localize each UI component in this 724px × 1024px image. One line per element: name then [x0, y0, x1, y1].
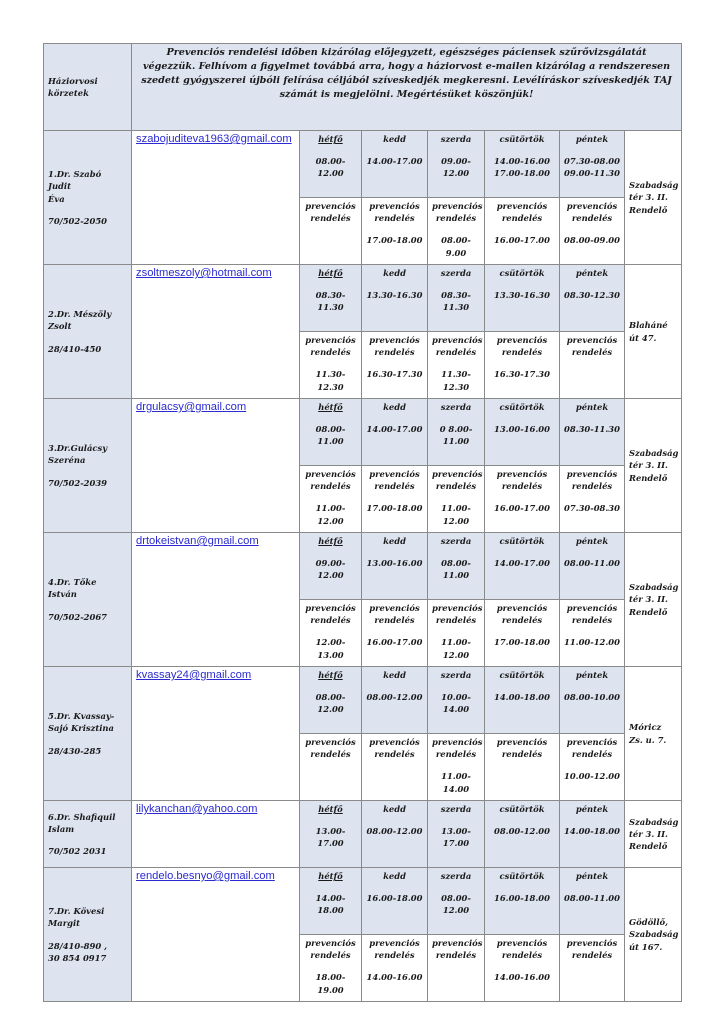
day-label: szerda [440, 804, 472, 814]
office-hours-cell [428, 265, 485, 332]
hours-value: 08.00-12.00 [366, 826, 423, 837]
prevention-label: prevenciós rendelés [369, 938, 420, 961]
hours-value: 08.30- 11.30 [315, 290, 346, 313]
prevention-label: prevenciós rendelés [496, 201, 548, 224]
prevention-label: prevenciós rendelés [369, 201, 420, 224]
header-row [44, 44, 682, 131]
office-hours-cell [485, 868, 560, 935]
hours-value: 13.30-16.30 [494, 290, 550, 301]
day-label: péntek [575, 402, 609, 412]
hours-value: 14.00-18.00 [564, 826, 620, 837]
office-hours-cell [362, 801, 428, 868]
hours-value: 08.00- 11.00 [441, 558, 471, 581]
office-hours-cell [485, 399, 560, 466]
office-hours-cell [560, 801, 625, 868]
prevention-cell [560, 332, 625, 399]
hours-value: 0 8.00- 11.00 [439, 424, 473, 447]
hours-value: 14.00-17.00 [366, 424, 423, 435]
doctor-info [44, 131, 132, 265]
day-label: péntek [575, 536, 609, 546]
office-hours-cell [362, 667, 428, 734]
office-hours-cell [560, 667, 625, 734]
office-hours-cell [428, 399, 485, 466]
hours-value: 13.00- 17.00 [315, 826, 346, 849]
prevention-cell [485, 466, 560, 533]
doctor-phone: 70/502-2050 [48, 215, 107, 226]
prevention-hours: 16.30-17.30 [366, 369, 423, 380]
prevention-label: prevenciós rendelés [566, 737, 618, 760]
prevention-label: prevenciós rendelés [566, 201, 618, 224]
prevention-hours: 11.30- 12.30 [441, 369, 471, 392]
prevention-hours: 11.00- 12.00 [441, 503, 471, 526]
doctor-location: Blaháné út 47. [625, 265, 682, 399]
office-hours-cell [485, 801, 560, 868]
doctor-email-cell [132, 667, 300, 801]
day-label: kedd [383, 670, 406, 680]
prevention-cell [362, 935, 428, 1002]
doctor-email-link[interactable]: zsoltmeszoly@hotmail.com [136, 267, 272, 279]
prevention-cell [428, 466, 485, 533]
prevention-cell [560, 466, 625, 533]
doctor-email-cell [132, 801, 300, 868]
day-label: hétfő [318, 670, 343, 680]
prevention-label: prevenciós rendelés [496, 469, 548, 492]
doctor-location: Szabadság tér 3. II. Rendelő [625, 131, 682, 265]
day-label: kedd [383, 536, 406, 546]
doctor-info [44, 265, 132, 399]
hours-value: 13.00- 17.00 [441, 826, 471, 849]
office-hours-cell [300, 801, 362, 868]
hours-value: 14.00-17.00 [494, 558, 550, 569]
doctor-name: 5.Dr. Kvassay- Sajó Krisztina [48, 711, 115, 734]
day-label: hétfő [318, 134, 343, 144]
day-label: péntek [575, 804, 609, 814]
prevention-hours: 11.00- 12.00 [315, 503, 346, 526]
doctor-info [44, 399, 132, 533]
prevention-label: prevenciós rendelés [369, 737, 420, 760]
prevention-label: prevenciós rendelés [496, 603, 548, 626]
office-hours-cell [300, 667, 362, 734]
prevention-cell [300, 332, 362, 399]
doctor-location: Szabadság tér 3. II. Rendelő [625, 533, 682, 667]
hours-value: 07.30-08.00 09.00-11.30 [564, 156, 620, 179]
prevention-label: prevenciós rendelés [432, 603, 483, 626]
prevention-cell [485, 734, 560, 801]
office-hours-cell [560, 131, 625, 198]
prevention-cell [485, 600, 560, 667]
office-hours-cell [362, 533, 428, 600]
prevention-hours: 11.30- 12.30 [315, 369, 346, 392]
day-label: csütörtök [499, 670, 545, 680]
doctor-name: 1.Dr. Szabó Judit Éva [48, 169, 102, 204]
office-hours-cell [428, 868, 485, 935]
day-label: szerda [440, 670, 472, 680]
day-label: hétfő [318, 402, 343, 412]
hours-value: 08.00-11.00 [564, 893, 620, 904]
doctor-email-link[interactable]: drtokeistvan@gmail.com [136, 535, 259, 547]
prevention-label: prevenciós rendelés [496, 335, 548, 358]
doctor-info [44, 868, 132, 1002]
prevention-cell [300, 198, 362, 265]
prevention-cell [428, 600, 485, 667]
prevention-label: prevenciós rendelés [496, 737, 548, 760]
office-hours-cell [560, 265, 625, 332]
doctor-info [44, 801, 132, 868]
doctor-location: Gödöllő, Szabadság út 167. [625, 868, 682, 1002]
prevention-label: prevenciós rendelés [369, 603, 420, 626]
office-hours-cell [362, 868, 428, 935]
day-label: szerda [440, 536, 472, 546]
prevention-label: prevenciós rendelés [566, 335, 618, 358]
hours-value: 14.00-17.00 [366, 156, 423, 167]
doctor-phone: 28/430-285 [48, 745, 102, 756]
hours-value: 14.00- 18.00 [315, 893, 346, 916]
prevention-hours: 08.00-9.00 [441, 235, 471, 258]
day-label: csütörtök [499, 402, 545, 412]
prevention-label: prevenciós rendelés [432, 335, 483, 358]
prevention-cell [300, 935, 362, 1002]
prevention-hours: 14.00-16.00 [366, 972, 423, 983]
doctor-email-cell [132, 868, 300, 1002]
day-label: hétfő [318, 536, 343, 546]
doctor-row [44, 265, 682, 332]
prevention-hours: 11.00-12.00 [564, 637, 620, 648]
prevention-hours: 17.00-18.00 [366, 235, 423, 246]
doctor-phone: 70/502-2067 [48, 611, 107, 622]
hours-value: 10.00- 14.00 [441, 692, 471, 715]
office-hours-cell [300, 533, 362, 600]
prevention-cell [560, 198, 625, 265]
day-label: csütörtök [499, 871, 545, 881]
hours-value: 16.00-18.00 [494, 893, 550, 904]
office-hours-cell [560, 533, 625, 600]
prevention-label: prevenciós rendelés [566, 938, 618, 961]
office-hours-cell [428, 801, 485, 868]
doctor-location: Szabadság tér 3. II. Rendelő [625, 399, 682, 533]
prevention-hours: 11.00- 12.00 [441, 637, 471, 660]
doctor-location: Szabadság tér 3. II. Rendelő [625, 801, 682, 868]
prevention-hours: 18.00- 19.00 [315, 972, 346, 995]
doctor-email-link[interactable]: drgulacsy@gmail.com [136, 401, 247, 413]
hours-value: 08.30-11.30 [564, 424, 620, 435]
prevention-cell [300, 466, 362, 533]
doctor-info [44, 533, 132, 667]
prevention-label: prevenciós rendelés [305, 603, 356, 626]
prevention-label: prevenciós rendelés [432, 201, 483, 224]
doctor-row [44, 533, 682, 600]
doctor-phone: 70/502 2031 [48, 846, 107, 857]
prevention-cell [560, 734, 625, 801]
hours-value: 08.00- 12.00 [315, 156, 346, 179]
doctor-name: 6.Dr. Shafiquil Islam [48, 811, 116, 834]
prevention-hours: 12.00- 13.00 [315, 637, 346, 660]
day-label: kedd [383, 871, 406, 881]
office-hours-cell [362, 265, 428, 332]
doctor-name: 3.Dr.Gulácsy Szeréna [48, 443, 108, 466]
doctor-email-link[interactable]: kvassay24@gmail.com [136, 669, 252, 681]
day-label: péntek [575, 871, 609, 881]
hours-value: 08.30-12.30 [564, 290, 620, 301]
prevention-cell [485, 935, 560, 1002]
office-hours-cell [428, 131, 485, 198]
office-hours-cell [428, 667, 485, 734]
day-label: szerda [440, 402, 472, 412]
doctor-location: Móricz Zs. u. 7. [625, 667, 682, 801]
hours-value: 09.00- 12.00 [315, 558, 346, 581]
prevention-cell [485, 332, 560, 399]
day-label: szerda [440, 268, 472, 278]
prevention-label: prevenciós rendelés [305, 469, 356, 492]
prevention-hours: 16.00-17.00 [494, 235, 550, 246]
day-label: csütörtök [499, 134, 545, 144]
office-hours-cell [485, 131, 560, 198]
hours-value: 14.00-16.00 17.00-18.00 [494, 156, 550, 179]
office-hours-cell [560, 399, 625, 466]
hours-value: 08.00-12.00 [494, 826, 550, 837]
prevention-label: prevenciós rendelés [432, 469, 483, 492]
doctor-row [44, 667, 682, 734]
prevention-cell [362, 332, 428, 399]
hours-value: 08.00- 12.00 [441, 893, 471, 916]
doctor-email-link[interactable]: rendelo.besnyo@gmail.com [136, 870, 275, 882]
doctor-email-cell [132, 533, 300, 667]
hours-value: 08.00- 11.00 [315, 424, 346, 447]
doctor-phone: 28/410-890 , 30 854 0917 [48, 940, 107, 963]
prevention-hours: 08.00-09.00 [564, 235, 620, 246]
hours-value: 09.00- 12.00 [441, 156, 471, 179]
hours-value: 08.00-11.00 [564, 558, 620, 569]
hours-value: 08.30- 11.30 [441, 290, 471, 313]
hours-value: 13.30-16.30 [366, 290, 423, 301]
prevention-label: prevenciós rendelés [566, 603, 618, 626]
prevention-cell [560, 600, 625, 667]
doctor-row [44, 868, 682, 935]
day-label: péntek [575, 268, 609, 278]
prevention-label: prevenciós rendelés [305, 737, 356, 760]
prevention-cell [485, 198, 560, 265]
prevention-label: prevenciós rendelés [369, 335, 420, 358]
prevention-hours: 16.00-17.00 [494, 503, 550, 514]
prevention-cell [428, 198, 485, 265]
day-label: hétfő [318, 871, 343, 881]
header-districts-label: Háziorvosi körzetek [44, 44, 132, 131]
office-hours-cell [560, 868, 625, 935]
doctor-email-link[interactable]: szabojuditeva1963@gmail.com [136, 133, 292, 145]
prevention-label: prevenciós rendelés [305, 335, 356, 358]
day-label: kedd [383, 268, 406, 278]
doctor-row [44, 131, 682, 198]
day-label: kedd [383, 804, 406, 814]
day-label: csütörtök [499, 268, 545, 278]
doctor-phone: 70/502-2039 [48, 477, 107, 488]
hours-value: 13.00-16.00 [366, 558, 423, 569]
prevention-hours: 11.00- 14.00 [441, 771, 471, 794]
hours-value: 08.00-12.00 [366, 692, 423, 703]
day-label: péntek [575, 134, 609, 144]
schedule-table [43, 43, 682, 1002]
prevention-label: prevenciós rendelés [566, 469, 618, 492]
doctor-info [44, 667, 132, 801]
prevention-cell [428, 332, 485, 399]
office-hours-cell [300, 131, 362, 198]
day-label: hétfő [318, 804, 343, 814]
prevention-label: prevenciós rendelés [305, 201, 356, 224]
doctor-email-link[interactable]: lilykanchan@yahoo.com [136, 803, 258, 815]
prevention-label: prevenciós rendelés [496, 938, 548, 961]
header-notice: Prevenciós rendelési időben kizárólag előjegyzett, egészséges páciensek szűrővizsgálatát végezzük. Felhívom a figyelmet továbbá arra, hogy a háziorvost e-mailen kizárólag a rendszeresen szedett gyógyszerei újbóli felírása céljából szíveskedjék megkeresni. Levélíráskor szíveskedjék TAJ számát is megjelölni. Megértésüket köszönjük! [132, 44, 682, 131]
prevention-cell [362, 600, 428, 667]
doctor-name: 2.Dr. Mészöly Zsolt [48, 309, 112, 332]
hours-value: 16.00-18.00 [366, 893, 423, 904]
prevention-hours: 16.00-17.00 [366, 637, 423, 648]
day-label: csütörtök [499, 804, 545, 814]
prevention-hours: 10.00-12.00 [564, 771, 620, 782]
prevention-label: prevenciós rendelés [432, 737, 483, 760]
prevention-cell [428, 734, 485, 801]
office-hours-cell [485, 667, 560, 734]
prevention-hours: 14.00-16.00 [494, 972, 550, 983]
office-hours-cell [300, 868, 362, 935]
doctor-email-cell [132, 131, 300, 265]
hours-value: 14.00-18.00 [494, 692, 550, 703]
prevention-hours: 07.30-08.30 [564, 503, 620, 514]
office-hours-cell [485, 265, 560, 332]
doctor-row [44, 399, 682, 466]
hours-value: 13.00-16.00 [494, 424, 550, 435]
day-label: kedd [383, 402, 406, 412]
day-label: kedd [383, 134, 406, 144]
doctor-phone: 28/410-450 [48, 343, 102, 354]
doctor-email-cell [132, 265, 300, 399]
prevention-label: prevenciós rendelés [369, 469, 420, 492]
day-label: hétfő [318, 268, 343, 278]
day-label: péntek [575, 670, 609, 680]
prevention-cell [300, 734, 362, 801]
prevention-cell [428, 935, 485, 1002]
prevention-cell [362, 466, 428, 533]
prevention-cell [300, 600, 362, 667]
prevention-label: prevenciós rendelés [305, 938, 356, 961]
doctor-row [44, 801, 682, 868]
prevention-cell [560, 935, 625, 1002]
office-hours-cell [485, 533, 560, 600]
day-label: csütörtök [499, 536, 545, 546]
prevention-hours: 16.30-17.30 [494, 369, 550, 380]
prevention-hours: 17.00-18.00 [494, 637, 550, 648]
doctor-email-cell [132, 399, 300, 533]
hours-value: 08.00-10.00 [564, 692, 620, 703]
office-hours-cell [300, 265, 362, 332]
office-hours-cell [428, 533, 485, 600]
prevention-label: prevenciós rendelés [432, 938, 483, 961]
hours-value: 08.00- 12.00 [315, 692, 346, 715]
office-hours-cell [362, 131, 428, 198]
doctor-name: 7.Dr. Kövesi Margit [48, 906, 105, 929]
day-label: szerda [440, 134, 472, 144]
office-hours-cell [300, 399, 362, 466]
doctor-name: 4.Dr. Tőke István [48, 577, 97, 600]
prevention-cell [362, 198, 428, 265]
prevention-cell [362, 734, 428, 801]
day-label: szerda [440, 871, 472, 881]
office-hours-cell [362, 399, 428, 466]
prevention-hours: 17.00-18.00 [366, 503, 423, 514]
